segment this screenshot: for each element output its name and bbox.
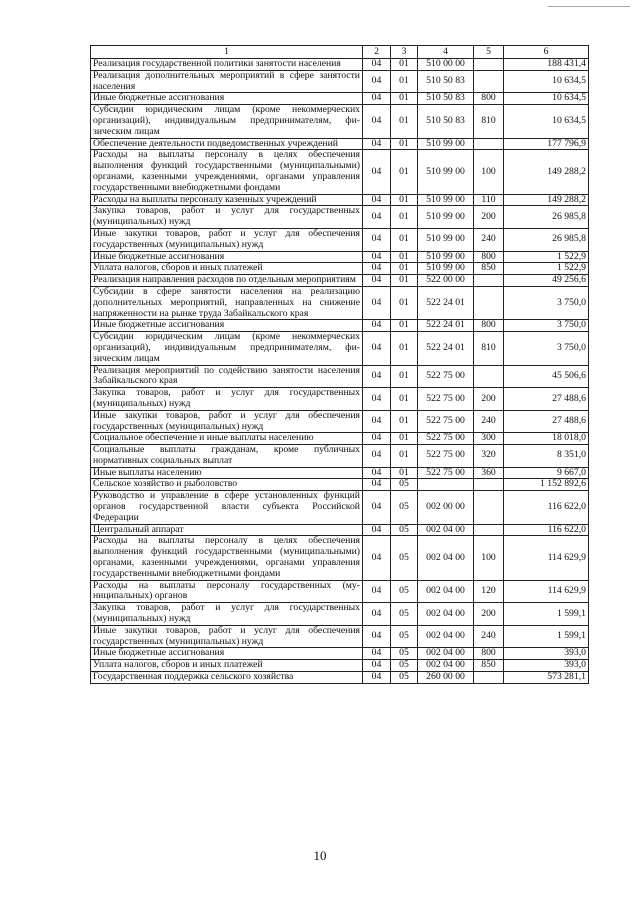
row-section-cell: 04	[363, 603, 391, 626]
row-subsection-cell: 01	[391, 194, 418, 206]
table-row	[91, 672, 589, 684]
table-row	[91, 388, 589, 411]
row-expense-type-cell	[474, 365, 504, 388]
row-subsection-cell: 05	[391, 536, 418, 580]
row-target-article-cell: 002 04 00	[418, 625, 474, 648]
row-target-article-cell: 510 50 83	[418, 105, 474, 138]
row-expense-type-cell	[474, 70, 504, 93]
row-subsection-cell: 05	[391, 672, 418, 684]
table-row	[91, 105, 589, 138]
row-name-cell: Реализация направления расходов по отдельным мероприятиям	[91, 275, 363, 287]
row-expense-type-cell	[474, 524, 504, 536]
row-section-cell: 04	[363, 445, 391, 468]
row-amount-cell: 26 985,8	[504, 228, 589, 251]
row-expense-type-cell: 100	[474, 150, 504, 194]
row-expense-type-cell: 200	[474, 603, 504, 626]
row-subsection-cell: 01	[391, 286, 418, 319]
row-name-cell: Иные бюджетные ассигнования	[91, 648, 363, 660]
table-row	[91, 433, 589, 445]
row-expense-type-cell: 800	[474, 320, 504, 332]
row-subsection-cell: 05	[391, 580, 418, 603]
row-expense-type-cell: 810	[474, 105, 504, 138]
row-section-cell: 04	[363, 648, 391, 660]
row-expense-type-cell: 800	[474, 648, 504, 660]
row-name-cell: Субсидии в сфере занятости населения на реализацию дополнительных мероприятий, направленных на снижение напряженности на рынке труда Забайкальского края	[91, 286, 363, 319]
row-name-cell: Иные закупки товаров, работ и услуг для обеспечения государственных (муниципальных) нужд	[91, 625, 363, 648]
row-subsection-cell: 01	[391, 445, 418, 468]
table-row	[91, 320, 589, 332]
header-col-5: 5	[474, 46, 504, 59]
table-row	[91, 467, 589, 479]
row-amount-cell: 18 018,0	[504, 433, 589, 445]
top-edge-line	[548, 6, 630, 7]
row-amount-cell: 149 288,2	[504, 194, 589, 206]
row-expense-type-cell	[474, 672, 504, 684]
table-row	[91, 660, 589, 672]
row-expense-type-cell: 110	[474, 194, 504, 206]
row-name-cell: Уплата налогов, сборов и иных платежей	[91, 660, 363, 672]
row-section-cell: 04	[363, 365, 391, 388]
table-row	[91, 59, 589, 71]
row-amount-cell: 116 622,0	[504, 524, 589, 536]
row-section-cell: 04	[363, 580, 391, 603]
row-section-cell: 04	[363, 275, 391, 287]
row-name-cell: Расходы на выплаты персоналу казенных учреждений	[91, 194, 363, 206]
row-subsection-cell: 01	[391, 138, 418, 150]
row-section-cell: 04	[363, 286, 391, 319]
row-target-article-cell: 522 24 01	[418, 286, 474, 319]
table-row	[91, 536, 589, 580]
row-subsection-cell: 01	[391, 251, 418, 263]
row-target-article-cell: 002 00 00	[418, 491, 474, 524]
table-row	[91, 491, 589, 524]
row-target-article-cell: 522 00 00	[418, 275, 474, 287]
row-name-cell: Руководство и управление в сфере установленных функций органов государственной власти субъекта Российской Федерации	[91, 491, 363, 524]
table-row	[91, 275, 589, 287]
table-row	[91, 93, 589, 105]
row-target-article-cell: 510 50 83	[418, 70, 474, 93]
row-target-article-cell: 002 04 00	[418, 536, 474, 580]
table-row	[91, 150, 589, 194]
table-row	[91, 479, 589, 491]
row-amount-cell: 573 281,1	[504, 672, 589, 684]
row-amount-cell: 27 488,6	[504, 388, 589, 411]
row-amount-cell: 1 599,1	[504, 603, 589, 626]
row-target-article-cell: 522 24 01	[418, 332, 474, 365]
table-row	[91, 251, 589, 263]
row-name-cell: Иные выплаты населению	[91, 467, 363, 479]
row-expense-type-cell: 240	[474, 410, 504, 433]
row-amount-cell: 10 634,5	[504, 70, 589, 93]
table-row	[91, 286, 589, 319]
row-target-article-cell: 510 99 00	[418, 194, 474, 206]
row-expense-type-cell	[474, 479, 504, 491]
row-expense-type-cell: 100	[474, 536, 504, 580]
row-subsection-cell: 05	[391, 603, 418, 626]
row-expense-type-cell	[474, 491, 504, 524]
row-name-cell: Реализация мероприятий по содействию занятости населения Забайкальского края	[91, 365, 363, 388]
row-section-cell: 04	[363, 625, 391, 648]
row-amount-cell: 8 351,0	[504, 445, 589, 468]
row-section-cell: 04	[363, 105, 391, 138]
row-name-cell: Иные бюджетные ассигнования	[91, 320, 363, 332]
table-row	[91, 228, 589, 251]
table-row	[91, 445, 589, 468]
row-subsection-cell: 01	[391, 410, 418, 433]
row-expense-type-cell	[474, 138, 504, 150]
row-name-cell: Социальное обеспечение и иные выплаты населению	[91, 433, 363, 445]
row-amount-cell: 3 750,0	[504, 320, 589, 332]
row-name-cell: Уплата налогов, сборов и иных платежей	[91, 263, 363, 275]
row-expense-type-cell	[474, 286, 504, 319]
row-amount-cell: 26 985,8	[504, 206, 589, 229]
table-row	[91, 194, 589, 206]
header-col-3: 3	[391, 46, 418, 59]
row-name-cell: Государственная поддержка сельского хозяйства	[91, 672, 363, 684]
row-name-cell: Сельское хозяйство и рыболовство	[91, 479, 363, 491]
row-subsection-cell: 01	[391, 332, 418, 365]
row-subsection-cell: 01	[391, 388, 418, 411]
row-section-cell: 04	[363, 150, 391, 194]
row-name-cell: Центральный аппарат	[91, 524, 363, 536]
row-section-cell: 04	[363, 320, 391, 332]
table-row	[91, 625, 589, 648]
row-amount-cell: 3 750,0	[504, 332, 589, 365]
row-amount-cell: 114 629,9	[504, 536, 589, 580]
row-name-cell: Закупка товаров, работ и услуг для государственных (муниципальных) нужд	[91, 388, 363, 411]
row-target-article-cell: 522 75 00	[418, 365, 474, 388]
row-subsection-cell: 05	[391, 625, 418, 648]
budget-table-body	[91, 46, 589, 684]
row-amount-cell: 188 431,4	[504, 59, 589, 71]
row-expense-type-cell: 120	[474, 580, 504, 603]
row-target-article-cell: 522 75 00	[418, 388, 474, 411]
row-subsection-cell: 05	[391, 648, 418, 660]
row-amount-cell: 1 599,1	[504, 625, 589, 648]
table-row	[91, 70, 589, 93]
row-expense-type-cell: 850	[474, 660, 504, 672]
row-expense-type-cell: 800	[474, 251, 504, 263]
row-expense-type-cell: 200	[474, 206, 504, 229]
row-name-cell: Реализация государственной политики занятости населения	[91, 59, 363, 71]
row-expense-type-cell: 200	[474, 388, 504, 411]
row-target-article-cell: 510 99 00	[418, 150, 474, 194]
table-row	[91, 648, 589, 660]
row-section-cell: 04	[363, 59, 391, 71]
table-row	[91, 206, 589, 229]
row-expense-type-cell	[474, 275, 504, 287]
row-subsection-cell: 01	[391, 206, 418, 229]
row-amount-cell: 393,0	[504, 660, 589, 672]
row-target-article-cell: 002 04 00	[418, 603, 474, 626]
row-amount-cell: 1 522,9	[504, 251, 589, 263]
table-row	[91, 603, 589, 626]
row-amount-cell: 114 629,9	[504, 580, 589, 603]
header-col-1: 1	[91, 46, 363, 59]
table-row	[91, 365, 589, 388]
row-amount-cell: 9 667,0	[504, 467, 589, 479]
row-expense-type-cell: 320	[474, 445, 504, 468]
header-col-2: 2	[363, 46, 391, 59]
row-amount-cell: 45 506,6	[504, 365, 589, 388]
row-subsection-cell: 01	[391, 228, 418, 251]
row-amount-cell: 116 622,0	[504, 491, 589, 524]
row-section-cell: 04	[363, 263, 391, 275]
row-target-article-cell: 510 99 00	[418, 206, 474, 229]
row-section-cell: 04	[363, 672, 391, 684]
row-expense-type-cell: 300	[474, 433, 504, 445]
row-target-article-cell: 510 00 00	[418, 59, 474, 71]
row-subsection-cell: 01	[391, 365, 418, 388]
row-name-cell: Иные закупки товаров, работ и услуг для обеспечения государственных (муниципальных) нужд	[91, 228, 363, 251]
row-section-cell: 04	[363, 660, 391, 672]
row-expense-type-cell: 850	[474, 263, 504, 275]
row-section-cell: 04	[363, 536, 391, 580]
table-row	[91, 138, 589, 150]
row-subsection-cell: 01	[391, 105, 418, 138]
row-subsection-cell: 05	[391, 491, 418, 524]
row-subsection-cell: 01	[391, 433, 418, 445]
row-name-cell: Субсидии юридическим лицам (кроме некоммерческих организаций), индивидуальным предпринимателям, физическим лицам	[91, 105, 363, 138]
row-target-article-cell: 510 99 00	[418, 263, 474, 275]
row-target-article-cell: 002 04 00	[418, 580, 474, 603]
row-expense-type-cell: 800	[474, 93, 504, 105]
table-header-row	[91, 46, 589, 59]
row-amount-cell: 1 522,9	[504, 263, 589, 275]
row-target-article-cell	[418, 479, 474, 491]
row-amount-cell: 10 634,5	[504, 93, 589, 105]
row-subsection-cell: 05	[391, 660, 418, 672]
row-section-cell: 04	[363, 138, 391, 150]
budget-table	[90, 45, 589, 684]
row-name-cell: Обеспечение деятельности подведомственных учреждений	[91, 138, 363, 150]
row-target-article-cell: 002 04 00	[418, 660, 474, 672]
row-subsection-cell: 01	[391, 320, 418, 332]
row-amount-cell: 3 750,0	[504, 286, 589, 319]
row-section-cell: 04	[363, 194, 391, 206]
table-row	[91, 332, 589, 365]
row-target-article-cell: 522 75 00	[418, 410, 474, 433]
row-name-cell: Закупка товаров, работ и услуг для государственных (муниципальных) нужд	[91, 206, 363, 229]
table-row	[91, 410, 589, 433]
row-section-cell: 04	[363, 433, 391, 445]
row-subsection-cell: 01	[391, 275, 418, 287]
row-section-cell: 04	[363, 70, 391, 93]
header-col-6: 6	[504, 46, 589, 59]
row-amount-cell: 27 488,6	[504, 410, 589, 433]
row-section-cell: 04	[363, 410, 391, 433]
row-expense-type-cell: 360	[474, 467, 504, 479]
row-subsection-cell: 01	[391, 263, 418, 275]
row-subsection-cell: 01	[391, 59, 418, 71]
row-expense-type-cell: 810	[474, 332, 504, 365]
row-name-cell: Социальные выплаты гражданам, кроме публичных нормативных социальных выплат	[91, 445, 363, 468]
table-row	[91, 524, 589, 536]
row-target-article-cell: 522 24 01	[418, 320, 474, 332]
row-target-article-cell: 002 04 00	[418, 648, 474, 660]
row-section-cell: 04	[363, 467, 391, 479]
row-target-article-cell: 260 00 00	[418, 672, 474, 684]
row-target-article-cell: 522 75 00	[418, 433, 474, 445]
row-amount-cell: 393,0	[504, 648, 589, 660]
row-name-cell: Иные закупки товаров, работ и услуг для обеспечения государственных (муниципальных) нужд	[91, 410, 363, 433]
row-target-article-cell: 522 75 00	[418, 467, 474, 479]
row-amount-cell: 49 256,6	[504, 275, 589, 287]
page-number: 10	[313, 848, 327, 863]
row-section-cell: 04	[363, 206, 391, 229]
row-subsection-cell: 01	[391, 150, 418, 194]
row-amount-cell: 177 796,9	[504, 138, 589, 150]
row-target-article-cell: 510 50 83	[418, 93, 474, 105]
row-name-cell: Иные бюджетные ассигнования	[91, 93, 363, 105]
row-amount-cell: 1 152 892,6	[504, 479, 589, 491]
row-subsection-cell: 05	[391, 524, 418, 536]
row-name-cell: Расходы на выплаты персоналу в целях обеспечения выполнения функций государственными (муниципальными) органами, казенными учреждениями, органами управления государственными внебюджетными фондами	[91, 150, 363, 194]
row-name-cell: Закупка товаров, работ и услуг для государственных (муниципальных) нужд	[91, 603, 363, 626]
row-section-cell: 04	[363, 388, 391, 411]
row-target-article-cell: 510 99 00	[418, 251, 474, 263]
table-row	[91, 580, 589, 603]
row-name-cell: Расходы на выплаты персоналу государственных (муниципальных) органов	[91, 580, 363, 603]
table-row	[91, 263, 589, 275]
row-expense-type-cell: 240	[474, 228, 504, 251]
row-section-cell: 04	[363, 524, 391, 536]
row-target-article-cell: 510 99 00	[418, 228, 474, 251]
row-subsection-cell: 05	[391, 479, 418, 491]
row-section-cell: 04	[363, 332, 391, 365]
row-name-cell: Расходы на выплаты персоналу в целях обеспечения выполнения функций государственными (муниципальными) органами, казенными учреждениями, органами управления государственными внебюджетными фондами	[91, 536, 363, 580]
row-section-cell: 04	[363, 479, 391, 491]
row-name-cell: Иные бюджетные ассигнования	[91, 251, 363, 263]
row-name-cell: Реализация дополнительных мероприятий в сфере занятости населения	[91, 70, 363, 93]
row-target-article-cell: 522 75 00	[418, 445, 474, 468]
row-section-cell: 04	[363, 251, 391, 263]
row-section-cell: 04	[363, 228, 391, 251]
row-amount-cell: 149 288,2	[504, 150, 589, 194]
row-amount-cell: 10 634,5	[504, 105, 589, 138]
row-subsection-cell: 01	[391, 70, 418, 93]
row-subsection-cell: 01	[391, 93, 418, 105]
header-col-4: 4	[418, 46, 474, 59]
row-subsection-cell: 01	[391, 467, 418, 479]
row-target-article-cell: 510 99 00	[418, 138, 474, 150]
row-section-cell: 04	[363, 491, 391, 524]
row-target-article-cell: 002 04 00	[418, 524, 474, 536]
row-section-cell: 04	[363, 93, 391, 105]
row-expense-type-cell: 240	[474, 625, 504, 648]
row-expense-type-cell	[474, 59, 504, 71]
row-name-cell: Субсидии юридическим лицам (кроме некоммерческих организаций), индивидуальным предпринимателям, физическим лицам	[91, 332, 363, 365]
